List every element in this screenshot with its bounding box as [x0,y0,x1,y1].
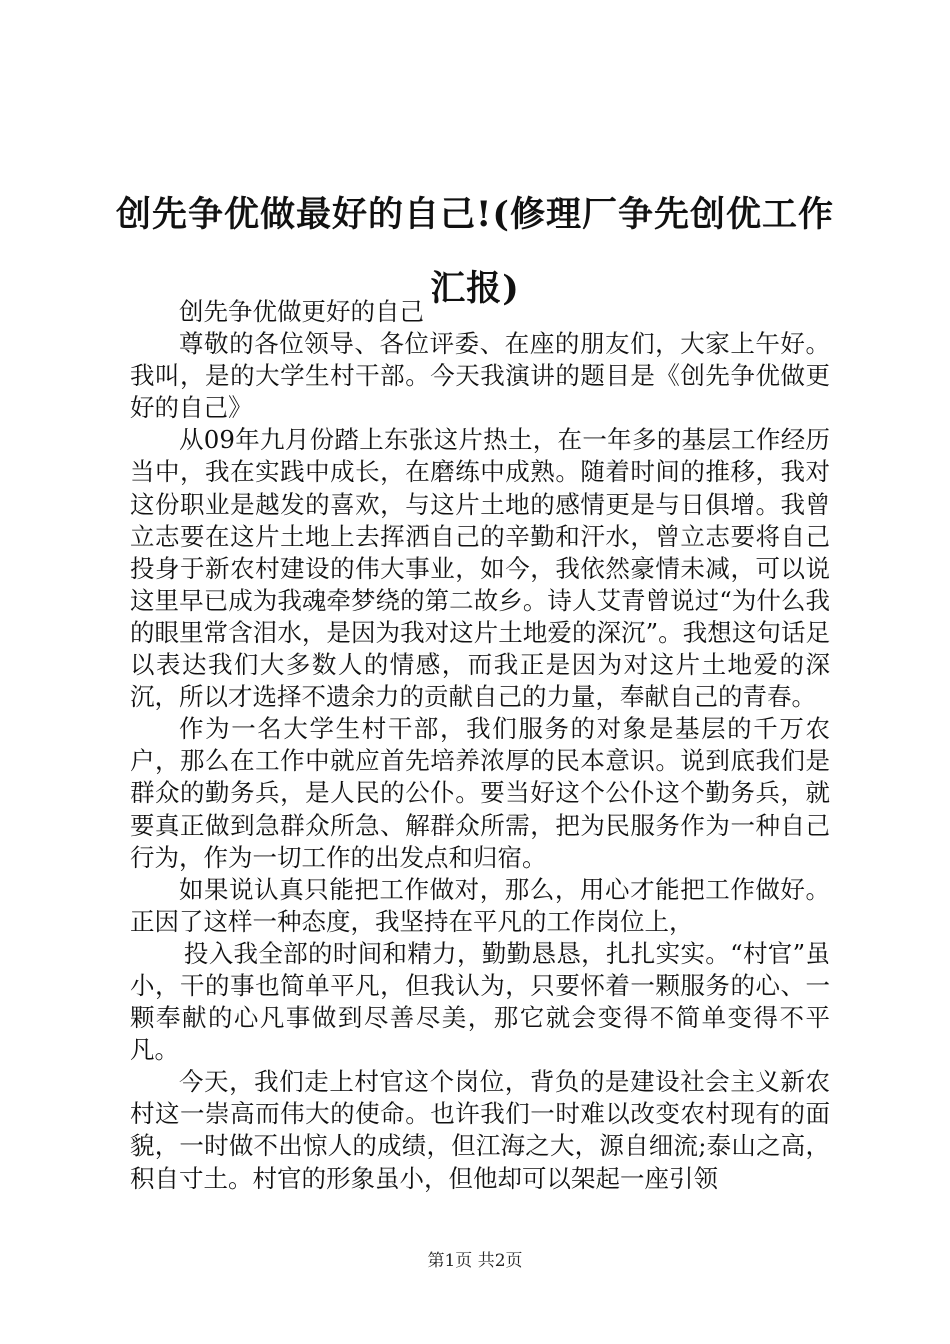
document-body [130,296,830,1195]
paragraph-subtitle: 创先争优做更好的自己 [179,297,424,326]
document-title: 创先争优做最好的自己!(修理厂争先创优工作汇报) [116,194,834,309]
paragraph-mission: 今天，我们走上村官这个岗位，背负的是建设社会主义新农村这一崇高而伟大的使命。也许我们一时难以改变农村现有的面貌，一时做不出惊人的成绩，但江海之大，源自细流;泰山之高，积自寸土。村官的形象虽小，但他却可以架起一座引领 [130,1067,830,1193]
paragraph-experience: 从09年九月份踏上东张这片热土，在一年多的基层工作经历当中，我在实践中成长，在磨练中成熟。随着时间的推移，我对这份职业是越发的喜欢，与这片土地的感情更是与日俱增。我曾立志要在这片土地上去挥洒自己的辛勤和汗水，曾立志要将自己投身于新农村建设的伟大事业，如今，我依然豪情未减，可以说这里早已成为我魂牵梦绕的第二故乡。诗人艾青曾说过“为什么我的眼里常含泪水，是因为我对这片土地爱的深沉”。我想这句话足以表达我们大多数人的情感，而我正是因为对这片土地爱的深沉，所以才选择不遗余力的贡献自己的力量，奉献自己的青春。 [130,425,830,712]
paragraph-attitude: 如果说认真只能把工作做对，那么，用心才能把工作做好。正因了这样一种态度，我坚持在平凡的工作岗位上， [130,874,830,936]
page-footer: 第1页 共2页 [427,1251,523,1271]
paragraph-greeting: 尊敬的各位领导、各位评委、在座的朋友们，大家上午好。我叫，是的大学生村干部。今天我演讲的题目是《创先争优做更好的自己》 [130,329,830,423]
paragraph-service: 作为一名大学生村干部，我们服务的对象是基层的千万农户，那么在工作中就应首先培养浓厚的民本意识。说到底我们是群众的勤务兵，是人民的公仆。要当好这个公仆这个勤务兵，就要真正做到急群众所急、解群众所需，把为民服务作为一种自己行为，作为一切工作的出发点和归宿。 [130,714,830,872]
paragraph-dedication: 投入我全部的时间和精力，勤勤恳恳，扎扎实实。“村官”虽小，干的事也简单平凡，但我认为，只要怀着一颗服务的心、一颗奉献的心凡事做到尽善尽美，那它就会变得不简单变得不平凡。 [130,938,830,1065]
